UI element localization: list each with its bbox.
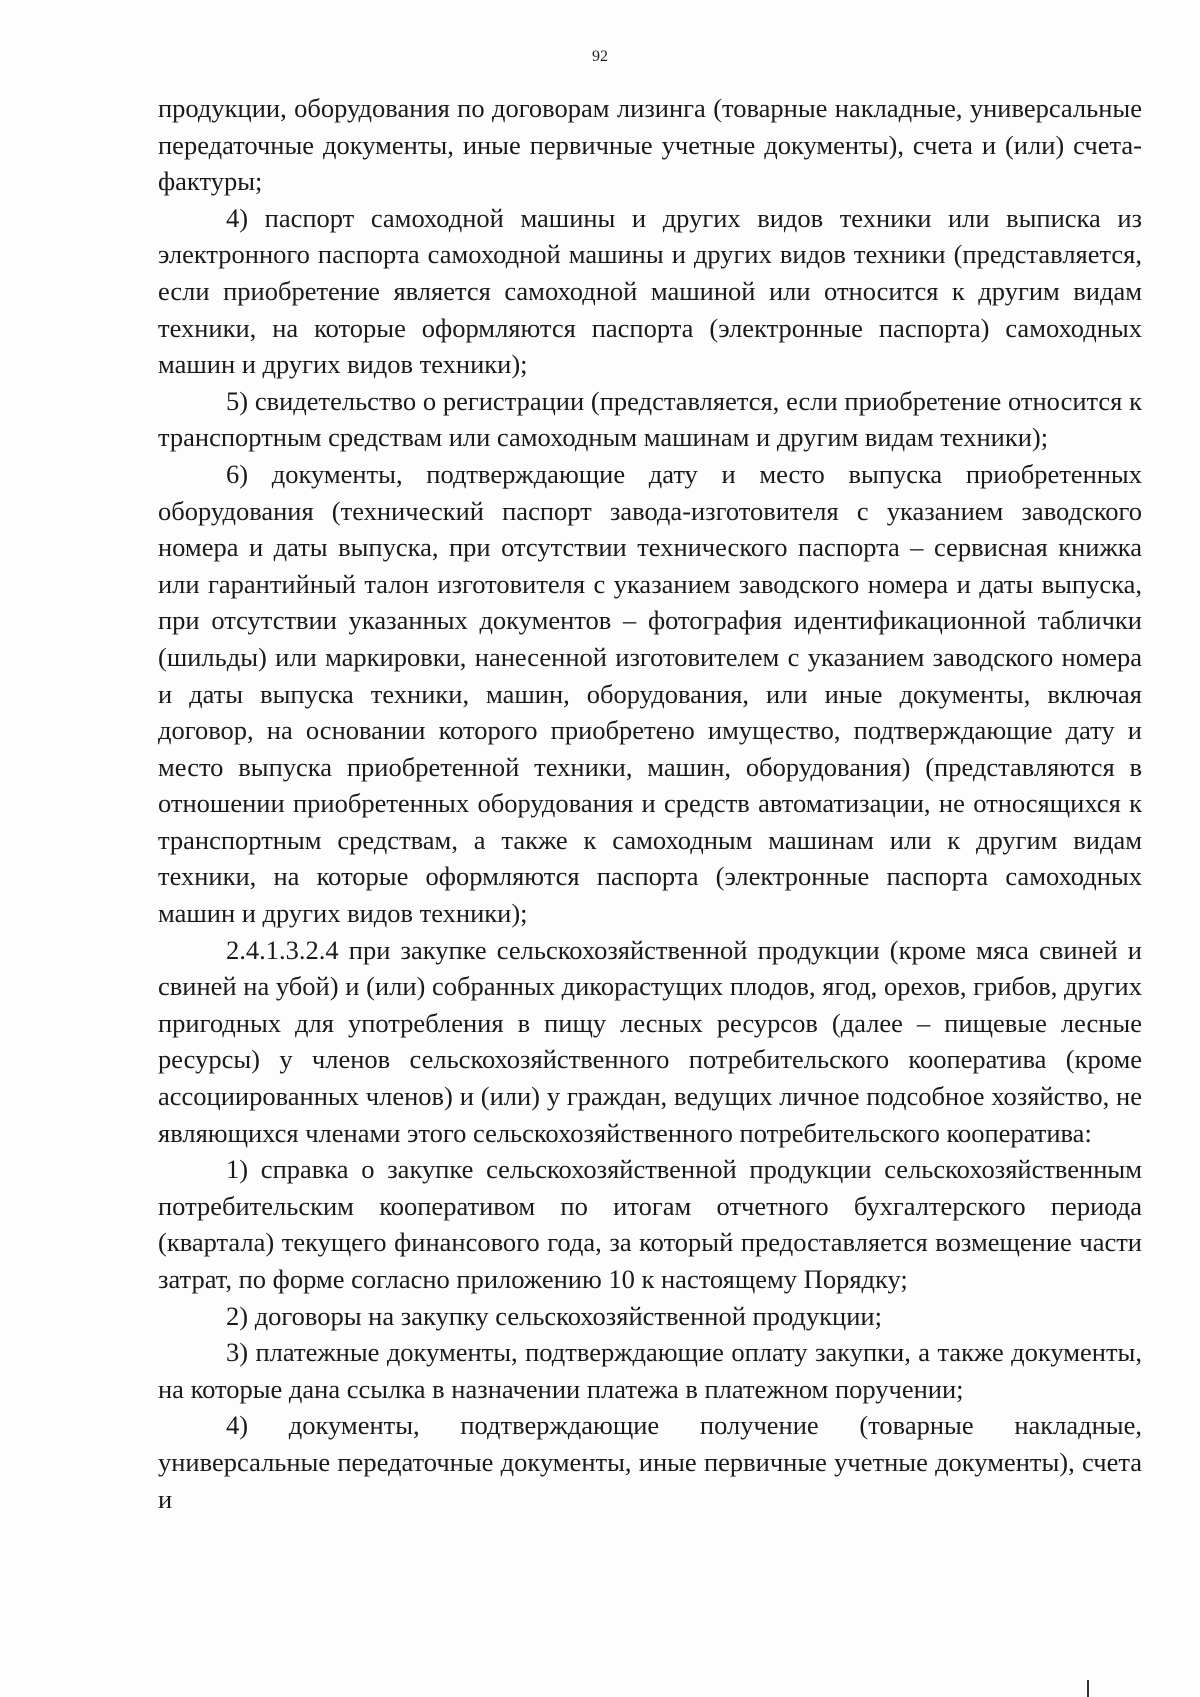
scan-edge-mark [1087,1680,1089,1697]
paragraph-item-4-receipt-documents: 4) документы, подтверждающие получение (товарные накладные, универсальные передаточные документы, иные первичные учетные документы), счета и [158,1410,1142,1514]
paragraph-item-6-manufacture-documents: 6) документы, подтверждающие дату и место выпуска приобретенных оборудования (технический паспорт завода-изготовителя с указанием заводского номера и даты выпуска, при отсутствии технического паспорта – сервисная книжка или гарантийный талон изготовителя с указанием заводского номера и даты выпуска, при отсутствии указанных документов – фотография идентификационной таблички (шильды) или маркировки, нанесенной изготовителем с указанием заводского номера и даты выпуска техники, машин, оборудования, или иные документы, включая договор, на основании которого приобретено имущество, подтверждающие дату и место выпуска приобретенной техники, машин, оборудования) (представляются в отношении приобретенных оборудования и средств автоматизации, не относящихся к транспортным средствам, а также к самоходным машинам или к другим видам техники, на которые оформляются паспорта (электронные паспорта самоходных машин и других видов техники); [158,458,1142,929]
page-number: 92 [592,48,608,65]
paragraph-section-2-4-1-3-2-4: 2.4.1.3.2.4 при закупке сельскохозяйственной продукции (кроме мяса свиней и свиней на убой) и (или) собранных дикорастущих плодов, ягод, орехов, грибов, других пригодных для употребления в пищу лесных ресурсов (далее – пищевые лесные ресурсы) у членов сельскохозяйственного потребительского кооператива (кроме ассоциированных членов) и (или) у граждан, ведущих личное подсобное хозяйство, не являющихся членами этого сельскохозяйственного потребительского кооператива: [158,934,1142,1148]
paragraph-item-2-purchase-contracts: 2) договоры на закупку сельскохозяйственной продукции; [226,1300,882,1331]
paragraph-continuation: продукции, оборудования по договорам лизинга (товарные накладные, универсальные передаточные документы, иные первичные учетные документы), счета и (или) счета-фактуры; [158,93,1142,197]
paragraph-item-5-registration-certificate: 5) свидетельство о регистрации (представляется, если приобретение относится к транспортным средствам или самоходным машинам и другим видам техники); [158,385,1142,453]
document-body [158,90,1142,1517]
paragraph-item-4-vehicle-passport: 4) паспорт самоходной машины и других видов техники или выписка из электронного паспорта самоходной машины и других видов техники (представляется, если приобретение является самоходной машиной или относится к другим видам техники, на которые оформляются паспорта (электронные паспорта) самоходных машин и других видов техники); [158,202,1142,380]
paragraph-item-1-purchase-certificate: 1) справка о закупке сельскохозяйственной продукции сельскохозяйственным потребительским кооперативом по итогам отчетного бухгалтерского периода (квартала) текущего финансового года, за который предоставляется возмещение части затрат, по форме согласно приложению 10 к настоящему Порядку; [158,1154,1142,1294]
paragraph-item-3-payment-documents: 3) платежные документы, подтверждающие оплату закупки, а также документы, на которые дана ссылка в назначении платежа в платежном поручении; [158,1337,1142,1404]
